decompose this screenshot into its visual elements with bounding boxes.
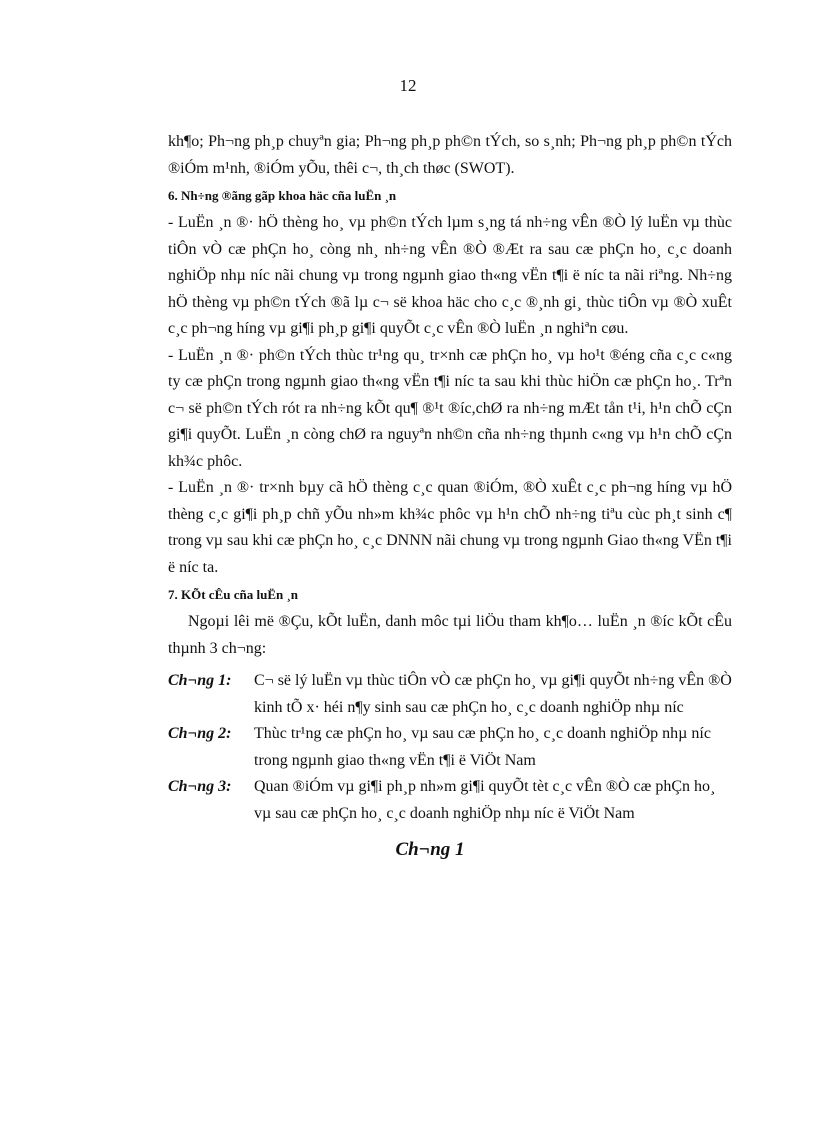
- section-heading: 6. Nh÷ng ®ãng gãp khoa häc cña luËn ¸n: [168, 188, 397, 203]
- paragraph: - LuËn ¸n ®· ph©n tÝch thùc tr¹ng qu¸ tr×nh cæ phÇn ho¸ vµ ho¹t ®éng cña c¸c c«ng ty cæ phÇn trong ngµnh giao th«ng vËn t¶i níc ta sau khi thùc hiÖn cæ phÇn ho¸. Trªn c¬ së ph©n tÝch rót ra nh÷ng kÕt qu¶ ®¹t ®íc,chØ ra nh÷ng mÆt tån t¹i, h¹n chÕ cÇn gi¶i quyÕt. LuËn ¸n còng chØ ra nguyªn nh©n cña nh÷ng thµnh c«ng vµ h¹n chÕ cÇn kh¾c phôc.: [168, 346, 732, 470]
- chapter-list: [168, 668, 732, 827]
- paragraph: - LuËn ¸n ®· tr×nh bµy cã hÖ thèng c¸c quan ®iÓm, ®Ò xuÊt c¸c ph¬ng híng vµ hÖ thèng c¸c gi¶i ph¸p chñ yÕu nh»m kh¾c phôc vµ h¹n chÕ nh÷ng tiªu cùc ph¸t sinh c¶ trong vµ sau khi cæ phÇn ho¸ c¸c DNNN nãi chung vµ trong ngµnh Giao th«ng VËn t¶i ë níc ta.: [168, 479, 732, 576]
- chapter-label: Ch¬ng 1:: [168, 672, 232, 689]
- chapter-label: Ch¬ng 2:: [168, 725, 232, 742]
- list-item: [168, 668, 732, 721]
- chapter-label: Ch¬ng 3:: [168, 778, 232, 795]
- chapter-title: Ch¬ng 1: [395, 839, 465, 860]
- chapter-description: C¬ së lý luËn vµ thùc tiÔn vÒ cæ phÇn ho¸ vµ gi¶i quyÕt nh÷ng vÊn ®Ò kinh tÕ x· héi n¶y sinh sau cæ phÇn ho¸ c¸c doanh nghiÖp nhµ níc: [254, 672, 732, 716]
- section-heading: 7. KÕt cÊu cña luËn ¸n: [168, 587, 299, 602]
- chapter-description: Thùc tr¹ng cæ phÇn ho¸ vµ sau cæ phÇn ho¸ c¸c doanh nghiÖp nhµ níc trong ngµnh giao th«ng vËn t¶i ë ViÖt Nam: [254, 725, 711, 769]
- paragraph: kh¶o; Ph¬ng ph¸p chuyªn gia; Ph¬ng ph¸p ph©n tÝch, so s¸nh; Ph¬ng ph¸p ph©n tÝch ®iÓm m¹nh, ®iÓm yÕu, thêi c¬, th¸ch thøc (SWOT).: [168, 133, 732, 177]
- page-number: 12: [399, 76, 417, 95]
- list-item: [168, 721, 732, 774]
- paragraph: Ngoµi lêi më ®Çu, kÕt luËn, danh môc tµi liÖu tham kh¶o… luËn ¸n ®íc kÕt cÊu thµnh 3 ch¬ng:: [168, 613, 732, 657]
- chapter-description: Quan ®iÓm vµ gi¶i ph¸p nh»m gi¶i quyÕt tèt c¸c vÊn ®Ò cæ phÇn ho¸ vµ sau cæ phÇn ho¸ c¸c doanh nghiÖp nhµ níc ë ViÖt Nam: [254, 778, 716, 822]
- document-body: [168, 129, 732, 864]
- list-item: [168, 774, 732, 827]
- paragraph: - LuËn ¸n ®· hÖ thèng ho¸ vµ ph©n tÝch lµm s¸ng tá nh÷ng vÊn ®Ò lý luËn vµ thùc tiÔn vÒ cæ phÇn ho¸ còng nh¸ nh÷ng vÊn ®Ò ®Æt ra sau cæ phÇn ho¸ c¸c doanh nghiÖp nhµ níc nãi chung vµ trong ngµnh giao th«ng vËn t¶i ë níc ta nãi riªng. Nh÷ng hÖ thèng vµ ph©n tÝch ®ã lµ c¬ së khoa häc cho c¸c ®¸nh gi¸ thùc tiÔn vµ ®Ò xuÊt c¸c ph¬ng híng vµ gi¶i ph¸p gi¶i quyÕt c¸c vÊn ®Ò luËn ¸n nghiªn cøu.: [168, 214, 732, 337]
